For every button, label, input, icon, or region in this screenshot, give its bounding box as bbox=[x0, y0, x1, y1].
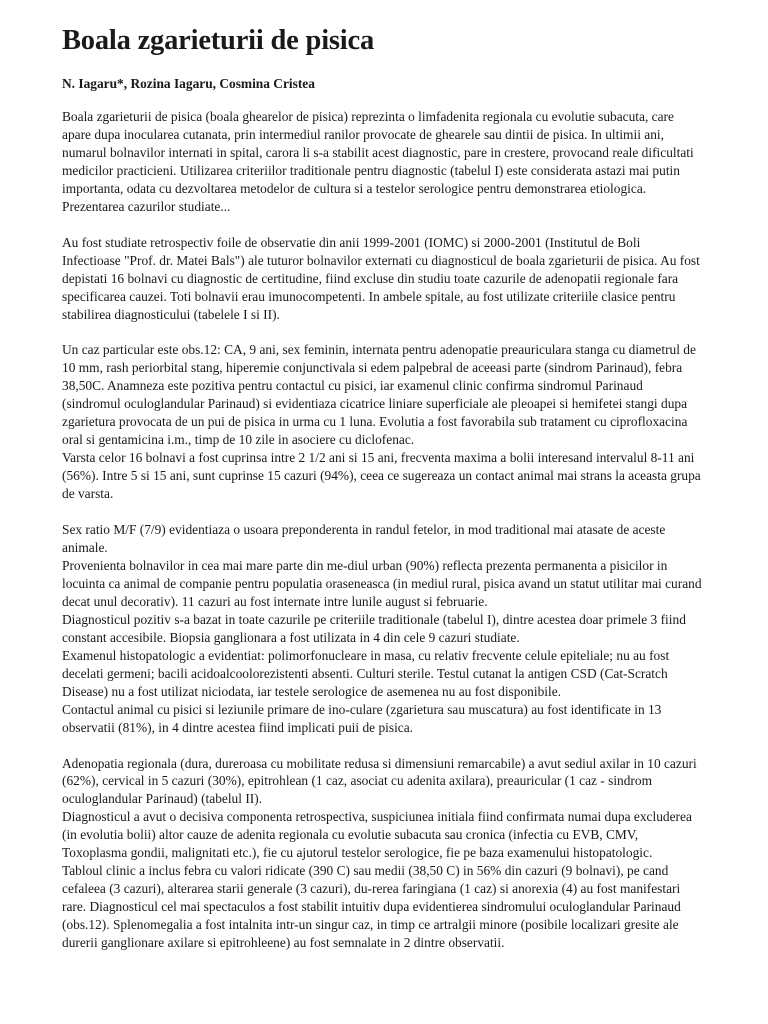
document-body bbox=[62, 108, 702, 952]
body-paragraph: Examenul histopatologic a evidentiat: polimorfonucleare in masa, cu relativ frecvente celule epiteliale; nu au fost decelati germeni; bacili acidoalcoolorezistenti absenti. Culturi sterile. Testul cutanat la antigen CSD (Cat-Scratch Disease) nu a fost utilizat niciodata, iar testele serologice de asemenea nu au fost disponibile. bbox=[62, 647, 670, 699]
paragraph-group bbox=[62, 108, 702, 216]
body-paragraph: Contactul animal cu pisici si leziunile primare de ino-culare (zgarietura sau muscatura) au fost identificate in 13 observatii (81%), in 4 dintre acestea fiind implicati puii de pisica. bbox=[62, 701, 662, 735]
body-paragraph: Sex ratio M/F (7/9) evidentiaza o usoara preponderenta in randul fetelor, in mod traditional mai atasate de aceste animale. bbox=[62, 522, 666, 556]
body-paragraph: Provenienta bolnavilor in cea mai mare parte din me-diul urban (90%) reflecta prezenta permanenta a pisicilor in locuinta ca animal de companie pentru populatia oraseneasca (in mediul rural, pisica avand un statut utilitar mai curand decat unul decorativ). 11 cazuri au fost internate intre lunile august si februarie. bbox=[62, 557, 702, 609]
body-paragraph: Adenopatia regionala (dura, dureroasa cu mobilitate redusa si dimensiuni remarcabile) a avut sediul axilar in 10 cazuri (62%), cervical in 5 cazuri (30%), epitrohlean (1 caz, asociat cu adenita axilara), preauricular (1 caz - sindrom oculoglandular Parinaud) (tabelul II). bbox=[62, 755, 697, 807]
body-paragraph: Diagnosticul pozitiv s-a bazat in toate cazurile pe criteriile traditionale (tabelul I), dintre acestea doar primele 3 fiind constant accesibile. Biopsia ganglionara a fost utilizata in 4 din cele 9 cazuri studiate. bbox=[62, 611, 686, 645]
body-paragraph: Diagnosticul a avut o decisiva componenta retrospectiva, suspiciunea initiala fiind confirmata numai dupa excluderea (in evolutia bolii) altor cauze de adenita regionala cu evolutie subacuta sau cronica (infectia cu EVB, CMV, Toxoplasma gondii, malignitati etc.), fie cu ajutorul testelor serologice, fie pe baza examenului histopatologic. bbox=[62, 809, 692, 861]
body-paragraph: Un caz particular este obs.12: CA, 9 ani, sex feminin, internata pentru adenopatie preauriculara stanga cu diametrul de 10 mm, rash periorbital stang, hiperemie conjunctivala si edem palpebral de aceeasi parte (sindrom Parinaud), febra 38,50C. Anamneza este pozitiva pentru contactul cu pisici, iar examenul clinic confirma sindromul Parinaud (sindromul oculoglandular Parinaud) si evidentiaza cicatrice liniare superficiale ale pleoapei si hemifetei stangi dupa zgarietura provocata de un pui de pisica in urma cu 1 luna. Evolutia a fost favorabila sub tratament cu ciprofloxacina oral si gentamicina i.m., timp de 10 zile in asociere cu diclofenac. bbox=[62, 342, 696, 448]
paragraph-group bbox=[62, 341, 702, 503]
document-title: Boala zgarieturii de pisica bbox=[62, 25, 375, 56]
authors-line: N. Iagaru*, Rozina Iagaru, Cosmina Cristea bbox=[62, 76, 315, 91]
body-paragraph: Varsta celor 16 bolnavi a fost cuprinsa intre 2 1/2 ani si 15 ani, frecventa maxima a bolii interesand intervalul 8-11 ani (56%). Intre 5 si 15 ani, sunt cuprinse 15 cazuri (94%), ceea ce sugereaza un contact animal mai strans la aceasta grupa de varsta. bbox=[62, 450, 701, 502]
body-paragraph: Au fost studiate retrospectiv foile de observatie din anii 1999-2001 (IOMC) si 2000-2001 (Institutul de Boli Infectioase "Prof. dr. Matei Bals") ale tuturor bolnavilor externati cu diagnosticul de boala zgarieturii de pisica. Au fost depistati 16 bolnavi cu diagnostic de certitudine, fiind excluse din studiu toate cazurile de adenopatii regionale fara specificarea cauzei. Toti bolnavii erau imunocompetenti. In ambele spitale, au fost utilizate criteriile clasice pentru stabilirea diagnosticului (tabelele I si II). bbox=[62, 234, 700, 322]
body-paragraph: Boala zgarieturii de pisica (boala ghearelor de pisica) reprezinta o limfadenita regionala cu evolutie subacuta, care apare dupa inocularea cutanata, prin intermediul ranilor provocate de ghearele sau dintii de pisica. In ultimii ani, numarul bolnavilor internati in spital, carora li s-a stabilit acest diagnostic, pare in crestere, provocand reale dificultati medicilor practicieni. Utilizarea criteriilor traditionale pentru diagnostic (tabelul I) este considerata astazi mai putin importanta, odata cu dezvoltarea metodelor de cultura si a testelor serologice pentru demonstrarea etiologica. Prezentarea cazurilor studiate... bbox=[62, 109, 694, 214]
paragraph-group bbox=[62, 234, 702, 324]
body-paragraph: Tabloul clinic a inclus febra cu valori ridicate (390 C) sau medii (38,50 C) in 56% din cazuri (9 bolnavi), pe cand cefaleea (3 cazuri), alterarea starii generale (3 cazuri), du-rerea faringiana (1 caz) si anorexia (4) au fost manifestari rare. Diagnosticul cel mai spectaculos a fost stabilit intuitiv dupa evidentierea sindromului oculoglandular Parinaud (obs.12). Splenomegalia a fost intalnita intr-un singur caz, in timp ce artralgii minore (posibile localizari gresite ale durerii ganglionare axilare si epitrohleene) au fost semnalate in 2 dintre observatii. bbox=[62, 863, 681, 951]
paragraph-group bbox=[62, 521, 702, 736]
document-page bbox=[62, 24, 702, 952]
paragraph-group bbox=[62, 755, 702, 952]
